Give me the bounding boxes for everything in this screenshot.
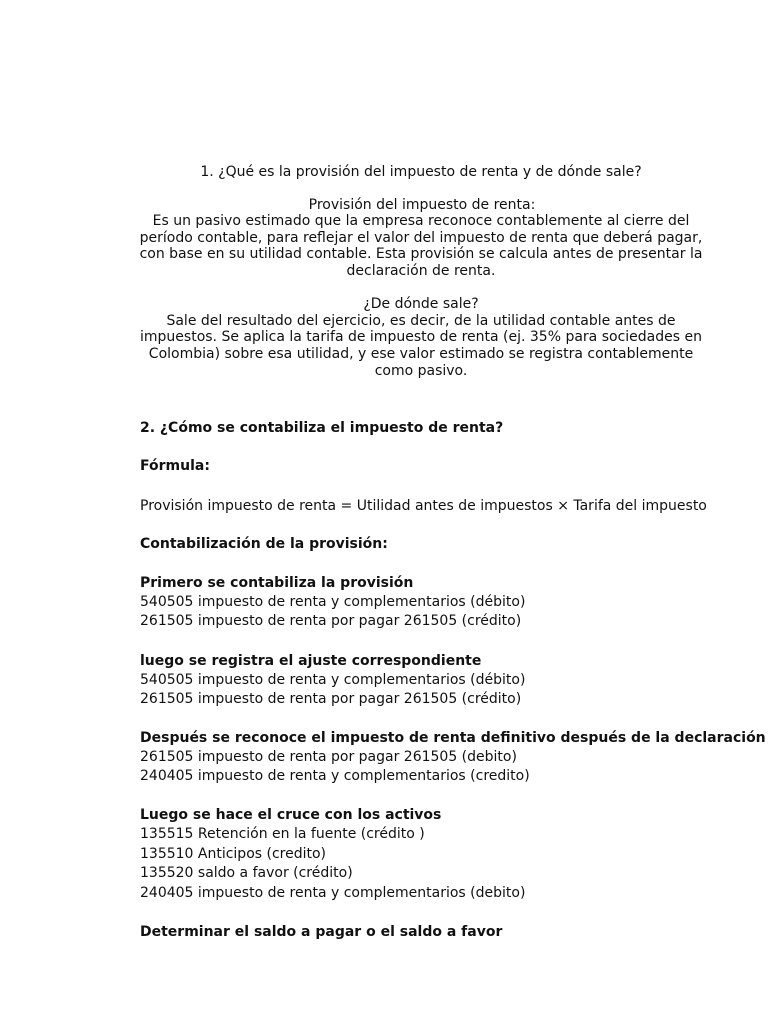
step-1-entry: 540505 impuesto de renta y complementarios (débito) [140, 594, 526, 610]
step-2-title: luego se registra el ajuste correspondiente [140, 653, 482, 669]
paragraph-1-line-4: declaración de renta. [346, 263, 496, 279]
step-4-entry: 240405 impuesto de renta y complementarios (debito) [140, 885, 526, 901]
step-4-title: Luego se hace el cruce con los activos [140, 807, 442, 823]
step-4-entry: 135520 saldo a favor (crédito) [140, 865, 353, 881]
paragraph-2-line-3: Colombia) sobre esa utilidad, y ese valor estimado se registra contablemente [148, 346, 694, 362]
paragraph-1-line-1: Es un pasivo estimado que la empresa reconoce contablemente al cierre del [152, 213, 690, 229]
accounting-label: Contabilización de la provisión: [140, 536, 388, 552]
paragraph-2-line-1: Sale del resultado del ejercicio, es decir, de la utilidad contable antes de [166, 313, 676, 329]
step-3-title: Después se reconoce el impuesto de renta definitivo después de la declaración [140, 730, 766, 746]
paragraph-2-line-2: impuestos. Se aplica la tarifa de impuesto de renta (ej. 35% para sociedades en [140, 329, 702, 345]
step-3-entry: 261505 impuesto de renta por pagar 261505 (debito) [140, 749, 517, 765]
step-3-entry: 240405 impuesto de renta y complementarios (credito) [140, 768, 530, 784]
question-1: 1. ¿Qué es la provisión del impuesto de renta y de dónde sale? [200, 164, 642, 180]
paragraph-1-line-3: con base en su utilidad contable. Esta provisión se calcula antes de presentar la [139, 246, 703, 262]
question-2: 2. ¿Cómo se contabiliza el impuesto de renta? [140, 420, 504, 436]
step-4-entry: 135510 Anticipos (credito) [140, 846, 327, 862]
step-1-title: Primero se contabiliza la provisión [140, 575, 414, 591]
subtitle-provision: Provisión del impuesto de renta: [308, 197, 536, 213]
step-2-entry: 540505 impuesto de renta y complementarios (débito) [140, 672, 526, 688]
formula-text: Provisión impuesto de renta = Utilidad antes de impuestos × Tarifa del impuesto [140, 498, 707, 514]
paragraph-1-line-2: período contable, para reflejar el valor del impuesto de renta que deberá pagar, [139, 230, 703, 246]
paragraph-2-line-4: como pasivo. [374, 363, 468, 379]
step-5-title: Determinar el saldo a pagar o el saldo a favor [140, 924, 503, 940]
step-2-entry: 261505 impuesto de renta por pagar 261505 (crédito) [140, 691, 522, 707]
step-1-entry: 261505 impuesto de renta por pagar 261505 (crédito) [140, 613, 522, 629]
step-4-entry: 135515 Retención en la fuente (crédito ) [140, 826, 425, 842]
formula-label: Fórmula: [140, 458, 210, 474]
subtitle-origin: ¿De dónde sale? [363, 296, 479, 312]
